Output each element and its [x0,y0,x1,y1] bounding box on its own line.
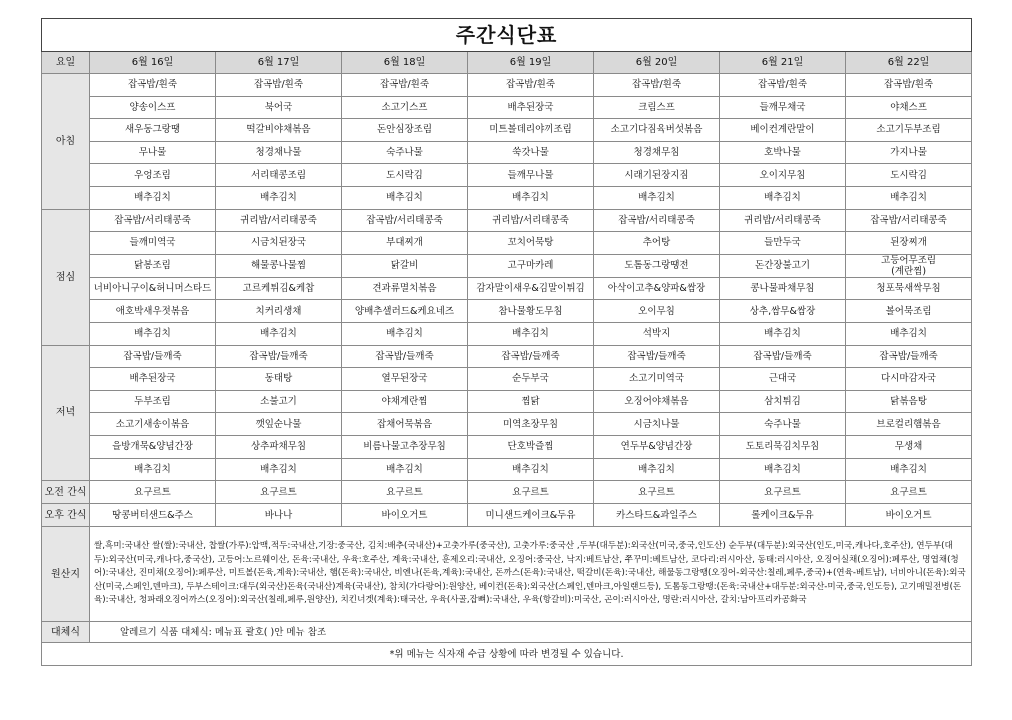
menu-cell: 단호박즐찜 [468,435,594,458]
day-header: 6월 16일 [90,52,216,74]
menu-cell: 잡곡밥/들깨죽 [90,345,216,368]
menu-cell: 야채스프 [846,96,972,119]
menu-cell: 열무된장국 [342,368,468,391]
menu-cell: 배추김치 [720,458,846,481]
snack-cell: 바이오거트 [342,504,468,527]
menu-cell: 숙주나물 [342,141,468,164]
menu-row [42,345,972,368]
menu-cell: 청경채무침 [594,141,720,164]
menu-cell: 우엉조림 [90,164,216,187]
menu-cell: 꼬치어묵탕 [468,232,594,255]
menu-cell: 닭갈비 [342,254,468,277]
menu-cell: 연두부&양념간장 [594,435,720,458]
menu-cell: 해물콩나물찜 [216,254,342,277]
menu-cell: 배추된장국 [468,96,594,119]
menu-cell: 상추,쌈무&쌈장 [720,300,846,323]
menu-cell: 잡곡밥/서리태콩죽 [342,209,468,232]
page-title: 주간식단표 [42,19,972,52]
menu-cell: 시금치된장국 [216,232,342,255]
menu-cell: 가지나물 [846,141,972,164]
menu-cell: 돈안심장조림 [342,119,468,142]
menu-cell: 새우동그랑땡 [90,119,216,142]
menu-cell: 잡곡밥/들깨죽 [342,345,468,368]
menu-cell: 도토리묵김치무침 [720,435,846,458]
menu-cell: 추어탕 [594,232,720,255]
menu-cell: 배추김치 [468,186,594,209]
footer-note: *위 메뉴는 식자재 수급 상황에 따라 변경될 수 있습니다. [42,643,972,666]
menu-row [42,413,972,436]
menu-cell: 귀리밥/서리태콩죽 [468,209,594,232]
menu-cell: 잡곡밥/서리태콩죽 [90,209,216,232]
menu-cell: 브로컬리햄볶음 [846,413,972,436]
footer-row [42,643,972,666]
menu-cell: 야채계란찜 [342,390,468,413]
menu-cell: 고구마카레 [468,254,594,277]
menu-cell: 떡갈비야채볶음 [216,119,342,142]
menu-cell: 배추김치 [342,186,468,209]
menu-row [42,96,972,119]
menu-cell: 배추김치 [342,458,468,481]
menu-cell: 도시락김 [846,164,972,187]
weekly-menu-sheet [41,18,971,698]
menu-cell: 청포묵새싹무침 [846,277,972,300]
menu-cell: 들깨무채국 [720,96,846,119]
snack-cell: 땅콩버터샌드&주스 [90,504,216,527]
menu-cell: 배추김치 [846,186,972,209]
weekday-label: 요일 [42,52,90,74]
day-header: 6월 22일 [846,52,972,74]
menu-cell: 잡곡밥/서리태콩죽 [594,209,720,232]
snack-cell: 바이오거트 [846,504,972,527]
snack-cell: 요구르트 [216,481,342,504]
menu-cell: 소불고기 [216,390,342,413]
menu-cell: 잡곡밥/흰죽 [720,74,846,97]
day-header: 6월 17일 [216,52,342,74]
menu-cell: 소고기다짐육버섯볶음 [594,119,720,142]
menu-cell: 배추김치 [90,186,216,209]
menu-cell: 호박나물 [720,141,846,164]
menu-cell: 서리태콩조림 [216,164,342,187]
menu-cell: 치커리생채 [216,300,342,323]
menu-cell: 다시마감자국 [846,368,972,391]
menu-cell: 콩나물파채무침 [720,277,846,300]
menu-cell: 잡곡밥/들깨죽 [468,345,594,368]
menu-cell: 배추김치 [846,458,972,481]
menu-cell: 애호박새우젓볶음 [90,300,216,323]
menu-cell: 양배추샐러드&케요네즈 [342,300,468,323]
snack-label: 오후 간식 [42,504,90,527]
menu-row [42,435,972,458]
menu-row [42,164,972,187]
day-header-row [42,52,972,74]
menu-cell: 잡곡밥/들깨죽 [720,345,846,368]
menu-cell: 크림스프 [594,96,720,119]
menu-row [42,209,972,232]
menu-row [42,254,972,277]
menu-row [42,458,972,481]
menu-cell: 석박지 [594,322,720,345]
menu-cell: 깻잎순나물 [216,413,342,436]
menu-cell: 잡곡밥/흰죽 [90,74,216,97]
snack-cell: 요구르트 [594,481,720,504]
meal-label: 아침 [42,74,90,210]
menu-cell: 배추김치 [216,322,342,345]
menu-cell: 소고기미역국 [594,368,720,391]
menu-cell: 미역초장무침 [468,413,594,436]
menu-cell: 소고기스프 [342,96,468,119]
menu-cell: 배추김치 [468,458,594,481]
menu-cell: 시래기된장지짐 [594,164,720,187]
menu-row [42,300,972,323]
menu-cell: 시금치나물 [594,413,720,436]
menu-cell: 닭봉조림 [90,254,216,277]
menu-cell: 삼치튀김 [720,390,846,413]
menu-cell: 찜닭 [468,390,594,413]
menu-cell: 을방개묵&양념간장 [90,435,216,458]
menu-cell: 잡곡밥/흰죽 [594,74,720,97]
menu-cell: 잡곡밥/들깨죽 [846,345,972,368]
menu-cell: 베이컨계란말이 [720,119,846,142]
menu-cell: 견과류멸치볶음 [342,277,468,300]
snack-cell: 요구르트 [846,481,972,504]
menu-cell: 오징어야채볶음 [594,390,720,413]
menu-cell: 고르케튀김&케찹 [216,277,342,300]
menu-cell: 배추김치 [216,186,342,209]
menu-cell: 미트볼데리야끼조림 [468,119,594,142]
menu-cell: 잡곡밥/들깨죽 [594,345,720,368]
menu-cell: 무나물 [90,141,216,164]
snack-cell: 요구르트 [468,481,594,504]
menu-row [42,119,972,142]
menu-cell: 볼어묵조림 [846,300,972,323]
menu-cell: 무생채 [846,435,972,458]
menu-cell: 부대찌개 [342,232,468,255]
menu-cell: 잡채어묵볶음 [342,413,468,436]
menu-cell: 북어국 [216,96,342,119]
origin-text: 쌀,흑미:국내산 쌀(쌀):국내산, 찹쌀(가루):압맥,적두:국내산,기장:중국산, 김치:배추(국내산)+고춧가루(중국산), 고춧가루:중국산 ,두부(대두분):외국산(미국,중국,인도산) 순두부(대두분):외국산(인도,미국,캐나다,호주산), 연두부(대두):외국산(미국,캐나다,중국산), 고등어:노르웨이산, 돈육:국내산, 우육:호주산, 계육:국내산, 훈제오리:국내산, 오징어:중국산, 낙지:베트남산, 쭈꾸미:베트남산, 코다리:러시아산, 동태:러시아산, 오징어실채(오징어):페루산, 명엽채(청어):국내산, 진미채(오징어):페루산, 미트볼(돈육,계육):국내산, 햄(돈육):국내산, 비엔나(돈육,계육):국내산, 돈까스(돈육):국내산, 떡갈비(돈육):국내산, 해물동그랑땡(오징어-외국산:칠레,페루,중국)+(연육-베트남), 너비아니(돈육):외국산(미국,스페인,덴마크), 두부스테이크:대두(외국산)돈육(국내산)계육(국내산), 참치(가다랑어):원양산, 베이컨(돈육):외국산(스페인,덴마크,아일랜드등), 도톰동그랑땡:(돈육:국내산+대두분:외국산-미국,중국,인도등), 고기매밀전병(돈육):국내산, 청파래오징어까스(오징어):외국산(칠레,페루,원양산), 치킨너겟(계육):태국산, 우육(사골,잡뼈):국내산, 우육(항갈비):미국산, 곤이:러시아산, 명란:러시아산, 갈치:남아프리카공화국 [90,527,972,622]
snack-cell: 요구르트 [720,481,846,504]
menu-cell: 청경채나물 [216,141,342,164]
origin-row [42,527,972,622]
menu-cell: 잡곡밥/흰죽 [846,74,972,97]
menu-row [42,186,972,209]
menu-cell: 닭볶음탕 [846,390,972,413]
snack-cell: 요구르트 [90,481,216,504]
menu-cell: 들깨미역국 [90,232,216,255]
menu-cell: 소고기새송이볶음 [90,413,216,436]
snack-cell: 요구르트 [342,481,468,504]
snack-label: 오전 간식 [42,481,90,504]
menu-cell: 배추김치 [594,458,720,481]
menu-row [42,141,972,164]
menu-cell: 오이지무침 [720,164,846,187]
snack-cell: 카스타드&과일주스 [594,504,720,527]
menu-cell: 근대국 [720,368,846,391]
snack-cell: 바나나 [216,504,342,527]
menu-cell: 오이무침 [594,300,720,323]
menu-cell: 잡곡밥/흰죽 [342,74,468,97]
menu-cell: 돈간장불고기 [720,254,846,277]
menu-cell: 배추김치 [720,186,846,209]
menu-cell: 고등어무조림 (계란찜) [846,254,972,277]
menu-cell: 귀리밥/서리태콩죽 [216,209,342,232]
menu-cell: 아삭이고추&양파&쌈장 [594,277,720,300]
menu-cell: 잡곡밥/흰죽 [216,74,342,97]
menu-cell: 배추된장국 [90,368,216,391]
menu-row [42,322,972,345]
snack-cell: 미니샌드케이크&두유 [468,504,594,527]
day-header: 6월 19일 [468,52,594,74]
menu-cell: 배추김치 [216,458,342,481]
menu-cell: 소고기두부조림 [846,119,972,142]
menu-cell: 순두부국 [468,368,594,391]
menu-cell: 참나물황도무침 [468,300,594,323]
menu-row [42,277,972,300]
menu-cell: 잡곡밥/들깨죽 [216,345,342,368]
menu-cell: 배추김치 [594,186,720,209]
menu-cell: 된장찌개 [846,232,972,255]
menu-cell: 도톰동그랑땡전 [594,254,720,277]
snack-row [42,504,972,527]
menu-cell: 비름나물고추장무침 [342,435,468,458]
day-header: 6월 21일 [720,52,846,74]
menu-table [41,18,972,666]
menu-row [42,368,972,391]
menu-cell: 들깨무나물 [468,164,594,187]
menu-cell: 양송이스프 [90,96,216,119]
menu-cell: 배추김치 [468,322,594,345]
menu-cell: 귀리밥/서리태콩죽 [720,209,846,232]
menu-cell: 숙주나물 [720,413,846,436]
meal-label: 점심 [42,209,90,345]
menu-cell: 배추김치 [342,322,468,345]
menu-cell: 너비아니구이&허니머스타드 [90,277,216,300]
menu-cell: 쑥갓나물 [468,141,594,164]
menu-cell: 배추김치 [90,322,216,345]
menu-row [42,390,972,413]
day-header: 6월 18일 [342,52,468,74]
menu-cell: 동태탕 [216,368,342,391]
menu-cell: 배추김치 [720,322,846,345]
day-header: 6월 20일 [594,52,720,74]
menu-cell: 잡곡밥/서리태콩죽 [846,209,972,232]
menu-cell: 감자말이새우&김말이튀김 [468,277,594,300]
menu-cell: 두부조림 [90,390,216,413]
menu-cell: 잡곡밥/흰죽 [468,74,594,97]
origin-label: 원산지 [42,527,90,622]
alternative-row [42,622,972,643]
alternative-text: 알레르기 식품 대체식: 메뉴표 괄호( )안 메뉴 참조 [90,622,972,643]
menu-cell: 도시락김 [342,164,468,187]
snack-cell: 롤케이크&두유 [720,504,846,527]
menu-row [42,232,972,255]
menu-cell: 상추파채무침 [216,435,342,458]
menu-cell: 배추김치 [90,458,216,481]
menu-row [42,74,972,97]
menu-cell: 들만두국 [720,232,846,255]
snack-row [42,481,972,504]
meal-label: 저녁 [42,345,90,481]
alternative-label: 대체식 [42,622,90,643]
menu-cell: 배추김치 [846,322,972,345]
